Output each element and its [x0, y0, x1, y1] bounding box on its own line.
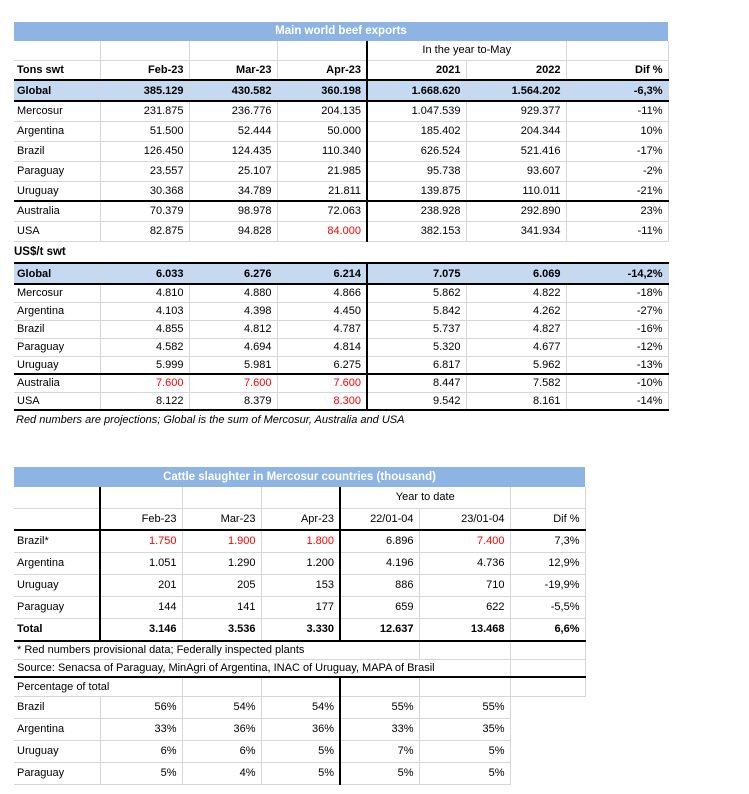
value-cell: 177 [261, 596, 340, 618]
value-cell: 4.677 [466, 338, 566, 356]
value-cell: 1.750 [100, 530, 182, 552]
value-cell: 52.444 [189, 121, 277, 141]
value-cell: 95.738 [367, 161, 466, 181]
value-cell: 204.135 [277, 101, 367, 121]
row-label-cell: USA [14, 221, 100, 241]
dif-percent-cell [510, 740, 585, 762]
table-row [14, 80, 668, 101]
dif-percent-cell: -11% [566, 221, 668, 241]
percentage-of-total-label: Percentage of total [14, 677, 182, 696]
table2-footnote-1: * Red numbers provisional data; Federally inspected plants [14, 641, 419, 659]
row-label-cell: Mercosur [14, 284, 100, 302]
value-cell: 139.875 [367, 181, 466, 201]
value-cell: 7.600 [277, 374, 367, 392]
value-cell: 382.153 [367, 221, 466, 241]
row-label-cell: Australia [14, 374, 100, 392]
table-row [14, 302, 668, 320]
value-cell: 4.196 [340, 552, 419, 574]
value-cell: 1.200 [261, 552, 340, 574]
table-row [14, 762, 585, 784]
value-cell: 6% [182, 740, 261, 762]
value-cell: 521.416 [466, 141, 566, 161]
table-row [14, 530, 585, 552]
value-cell: 5.999 [100, 356, 189, 374]
value-cell: 4.880 [189, 284, 277, 302]
dif-percent-cell: -18% [566, 284, 668, 302]
value-cell: 626.524 [367, 141, 466, 161]
value-cell: 430.582 [189, 80, 277, 101]
empty-cell [277, 41, 367, 60]
value-cell: 5% [419, 740, 510, 762]
col-header-dif: Dif % [566, 60, 668, 80]
row-label-cell: Global [14, 80, 100, 101]
value-cell: 144 [100, 596, 182, 618]
value-cell: 4% [182, 762, 261, 784]
table-row [14, 221, 668, 241]
value-cell: 5.320 [367, 338, 466, 356]
table-row [14, 161, 668, 181]
empty-cell [261, 487, 340, 508]
table-row [14, 201, 668, 221]
value-cell: 50.000 [277, 121, 367, 141]
value-cell: 70.379 [100, 201, 189, 221]
dif-percent-cell: 12,9% [510, 552, 585, 574]
value-cell: 886 [340, 574, 419, 596]
value-cell: 231.875 [100, 101, 189, 121]
usd-section [14, 263, 668, 410]
dif-percent-cell: -13% [566, 356, 668, 374]
value-cell: 6.817 [367, 356, 466, 374]
row-label-cell: Brazil* [14, 530, 100, 552]
beef-exports-title: Main world beef exports [14, 22, 668, 41]
value-cell: 4.694 [189, 338, 277, 356]
value-cell: 929.377 [466, 101, 566, 121]
dif-percent-cell: -27% [566, 302, 668, 320]
value-cell: 710 [419, 574, 510, 596]
table-row [14, 320, 668, 338]
value-cell: 4.814 [277, 338, 367, 356]
row-label-cell: Australia [14, 201, 100, 221]
row-label-cell: Argentina [14, 552, 100, 574]
value-cell: 8.447 [367, 374, 466, 392]
year-to-date-label: Year to date [340, 487, 510, 508]
value-cell: 7.075 [367, 263, 466, 284]
value-cell: 1.290 [182, 552, 261, 574]
value-cell: 55% [340, 696, 419, 718]
value-cell: 93.607 [466, 161, 566, 181]
empty-cell [419, 641, 510, 659]
dif-percent-cell: 23% [566, 201, 668, 221]
value-cell: 82.875 [100, 221, 189, 241]
value-cell: 622 [419, 596, 510, 618]
value-cell: 360.198 [277, 80, 367, 101]
value-cell: 7% [340, 740, 419, 762]
table-row [14, 618, 585, 641]
footnote-row-source [14, 659, 585, 677]
row-label-cell: Brazil [14, 141, 100, 161]
value-cell: 8.161 [466, 392, 566, 410]
value-cell: 54% [182, 696, 261, 718]
value-cell: 4.810 [100, 284, 189, 302]
value-cell: 1.668.620 [367, 80, 466, 101]
row-label-cell: Uruguay [14, 181, 100, 201]
tons-section [14, 80, 668, 241]
year-span-label: In the year to-May [367, 41, 566, 60]
value-cell: 56% [100, 696, 182, 718]
value-cell: 141 [182, 596, 261, 618]
empty-cell [182, 487, 261, 508]
beef-exports-table [14, 22, 668, 426]
value-cell: 7.600 [189, 374, 277, 392]
dif-percent-cell: -21% [566, 181, 668, 201]
row-label-cell: Argentina [14, 302, 100, 320]
cattle-slaughter-table [14, 467, 585, 785]
row-label-cell: Uruguay [14, 740, 100, 762]
value-cell: 126.450 [100, 141, 189, 161]
value-cell: 36% [261, 718, 340, 740]
value-cell: 3.146 [100, 618, 182, 641]
value-cell: 4.866 [277, 284, 367, 302]
table-row [14, 696, 585, 718]
value-cell: 6.069 [466, 263, 566, 284]
row-label-cell: Brazil [14, 696, 100, 718]
empty-cell [100, 41, 189, 60]
value-cell: 341.934 [466, 221, 566, 241]
dif-percent-cell: -10% [566, 374, 668, 392]
value-cell: 54% [261, 696, 340, 718]
row-label-cell: Global [14, 263, 100, 284]
col-header-mar23: Mar-23 [189, 60, 277, 80]
value-cell: 12.637 [340, 618, 419, 641]
col-header-mar23: Mar-23 [182, 508, 261, 530]
value-cell: 5% [419, 762, 510, 784]
value-cell: 35% [419, 718, 510, 740]
col-header-tons-swt: Tons swt [14, 60, 100, 80]
value-cell: 4.262 [466, 302, 566, 320]
cattle-slaughter-grid [14, 487, 586, 785]
year-to-date-row [14, 487, 585, 508]
value-cell: 4.787 [277, 320, 367, 338]
col-header-23-01-04: 23/01-04 [419, 508, 510, 530]
table-row [14, 392, 668, 410]
value-cell: 1.800 [261, 530, 340, 552]
value-cell: 6.275 [277, 356, 367, 374]
value-cell: 292.890 [466, 201, 566, 221]
slaughter-section [14, 530, 585, 641]
empty-cell [510, 659, 585, 677]
empty-cell [182, 677, 261, 696]
percentage-label-row [14, 677, 585, 696]
col-header-2022: 2022 [466, 60, 566, 80]
cattle-slaughter-title: Cattle slaughter in Mercosur countries (thousand) [14, 467, 585, 487]
value-cell: 5% [261, 740, 340, 762]
value-cell: 201 [100, 574, 182, 596]
value-cell: 4.812 [189, 320, 277, 338]
table-row [14, 101, 668, 121]
dif-percent-cell: -16% [566, 320, 668, 338]
dif-percent-cell: -17% [566, 141, 668, 161]
value-cell: 72.063 [277, 201, 367, 221]
table2-footnote-source: Source: Senacsa of Paraguay, MinAgri of Argentina, INAC of Uruguay, MAPA of Brasil [14, 659, 510, 677]
dif-percent-cell: -5,5% [510, 596, 585, 618]
dif-percent-cell: -19,9% [510, 574, 585, 596]
beef-exports-grid [14, 41, 669, 411]
value-cell: 385.129 [100, 80, 189, 101]
row-label-cell: Paraguay [14, 161, 100, 181]
table-row [14, 718, 585, 740]
dif-percent-cell [510, 762, 585, 784]
dif-percent-cell: -6,3% [566, 80, 668, 101]
value-cell: 4.736 [419, 552, 510, 574]
value-cell: 153 [261, 574, 340, 596]
value-cell: 36% [182, 718, 261, 740]
dif-percent-cell: 10% [566, 121, 668, 141]
empty-cell [566, 41, 668, 60]
row-label-cell: Paraguay [14, 338, 100, 356]
row-label-cell: Argentina [14, 121, 100, 141]
value-cell: 8.122 [100, 392, 189, 410]
row-label-cell: Uruguay [14, 574, 100, 596]
value-cell: 205 [182, 574, 261, 596]
value-cell: 6.896 [340, 530, 419, 552]
table-row [14, 141, 668, 161]
value-cell: 34.789 [189, 181, 277, 201]
table-row [14, 596, 585, 618]
value-cell: 185.402 [367, 121, 466, 141]
value-cell: 124.435 [189, 141, 277, 161]
empty-cell [261, 677, 340, 696]
value-cell: 6.214 [277, 263, 367, 284]
value-cell: 30.368 [100, 181, 189, 201]
value-cell: 3.536 [182, 618, 261, 641]
empty-cell [419, 677, 510, 696]
dif-percent-cell [510, 718, 585, 740]
value-cell: 4.855 [100, 320, 189, 338]
table-row [14, 181, 668, 201]
value-cell: 204.344 [466, 121, 566, 141]
value-cell: 13.468 [419, 618, 510, 641]
dif-percent-cell: -2% [566, 161, 668, 181]
usd-section-label-row [14, 241, 668, 263]
col-header-2021: 2021 [367, 60, 466, 80]
table-row [14, 552, 585, 574]
column-header-row [14, 60, 668, 80]
value-cell: 5% [340, 762, 419, 784]
value-cell: 55% [419, 696, 510, 718]
value-cell: 659 [340, 596, 419, 618]
row-label-cell: USA [14, 392, 100, 410]
value-cell: 51.500 [100, 121, 189, 141]
value-cell: 5% [261, 762, 340, 784]
value-cell: 5.962 [466, 356, 566, 374]
empty-cell [510, 677, 585, 696]
value-cell: 4.398 [189, 302, 277, 320]
row-label-cell: Mercosur [14, 101, 100, 121]
value-cell: 236.776 [189, 101, 277, 121]
value-cell: 7.582 [466, 374, 566, 392]
value-cell: 21.811 [277, 181, 367, 201]
empty-cell [14, 41, 100, 60]
table-row [14, 574, 585, 596]
empty-cell [189, 41, 277, 60]
value-cell: 25.107 [189, 161, 277, 181]
value-cell: 1.564.202 [466, 80, 566, 101]
dif-percent-cell: -12% [566, 338, 668, 356]
value-cell: 3.330 [261, 618, 340, 641]
value-cell: 7.400 [419, 530, 510, 552]
value-cell: 5% [100, 762, 182, 784]
value-cell: 6% [100, 740, 182, 762]
dif-percent-cell: -14% [566, 392, 668, 410]
value-cell: 4.582 [100, 338, 189, 356]
value-cell: 7.600 [100, 374, 189, 392]
value-cell: 110.340 [277, 141, 367, 161]
col-header-blank [14, 508, 100, 530]
col-header-feb23: Feb-23 [100, 60, 189, 80]
value-cell: 4.822 [466, 284, 566, 302]
value-cell: 5.981 [189, 356, 277, 374]
table-row [14, 284, 668, 302]
row-label-cell: Brazil [14, 320, 100, 338]
col-header-apr23: Apr-23 [261, 508, 340, 530]
dif-percent-cell [510, 696, 585, 718]
value-cell: 23.557 [100, 161, 189, 181]
value-cell: 5.737 [367, 320, 466, 338]
value-cell: 5.842 [367, 302, 466, 320]
empty-cell [340, 677, 419, 696]
value-cell: 1.047.539 [367, 101, 466, 121]
column-header-row [14, 508, 585, 530]
row-label-cell: Paraguay [14, 596, 100, 618]
table-row [14, 374, 668, 392]
value-cell: 21.985 [277, 161, 367, 181]
row-label-cell: Paraguay [14, 762, 100, 784]
value-cell: 9.542 [367, 392, 466, 410]
value-cell: 94.828 [189, 221, 277, 241]
value-cell: 110.011 [466, 181, 566, 201]
percentage-section [14, 696, 585, 784]
value-cell: 6.033 [100, 263, 189, 284]
value-cell: 8.379 [189, 392, 277, 410]
table-row [14, 740, 585, 762]
col-header-feb23: Feb-23 [100, 508, 182, 530]
empty-cell [14, 487, 100, 508]
footnote-row-1 [14, 641, 585, 659]
value-cell: 33% [340, 718, 419, 740]
value-cell: 5.862 [367, 284, 466, 302]
value-cell: 4.450 [277, 302, 367, 320]
value-cell: 4.827 [466, 320, 566, 338]
value-cell: 8.300 [277, 392, 367, 410]
col-header-22-01-04: 22/01-04 [340, 508, 419, 530]
value-cell: 33% [100, 718, 182, 740]
dif-percent-cell: -14,2% [566, 263, 668, 284]
empty-cell [100, 487, 182, 508]
value-cell: 1.051 [100, 552, 182, 574]
value-cell: 98.978 [189, 201, 277, 221]
table-row [14, 338, 668, 356]
table-row [14, 121, 668, 141]
year-span-row [14, 41, 668, 60]
value-cell: 84.000 [277, 221, 367, 241]
table-row [14, 263, 668, 284]
dif-percent-cell: 6,6% [510, 618, 585, 641]
dif-percent-cell: -11% [566, 101, 668, 121]
usd-section-label: US$/t swt [14, 245, 66, 258]
value-cell: 6.276 [189, 263, 277, 284]
col-header-dif: Dif % [510, 508, 585, 530]
row-label-cell: Argentina [14, 718, 100, 740]
value-cell: 1.900 [182, 530, 261, 552]
table1-footnote: Red numbers are projections; Global is the sum of Mercosur, Australia and USA [16, 414, 405, 426]
value-cell: 4.103 [100, 302, 189, 320]
dif-percent-cell: 7,3% [510, 530, 585, 552]
row-label-cell: Total [14, 618, 100, 641]
col-header-apr23: Apr-23 [277, 60, 367, 80]
table-row [14, 356, 668, 374]
value-cell: 238.928 [367, 201, 466, 221]
row-label-cell: Uruguay [14, 356, 100, 374]
empty-cell [510, 641, 585, 659]
empty-cell [510, 487, 585, 508]
